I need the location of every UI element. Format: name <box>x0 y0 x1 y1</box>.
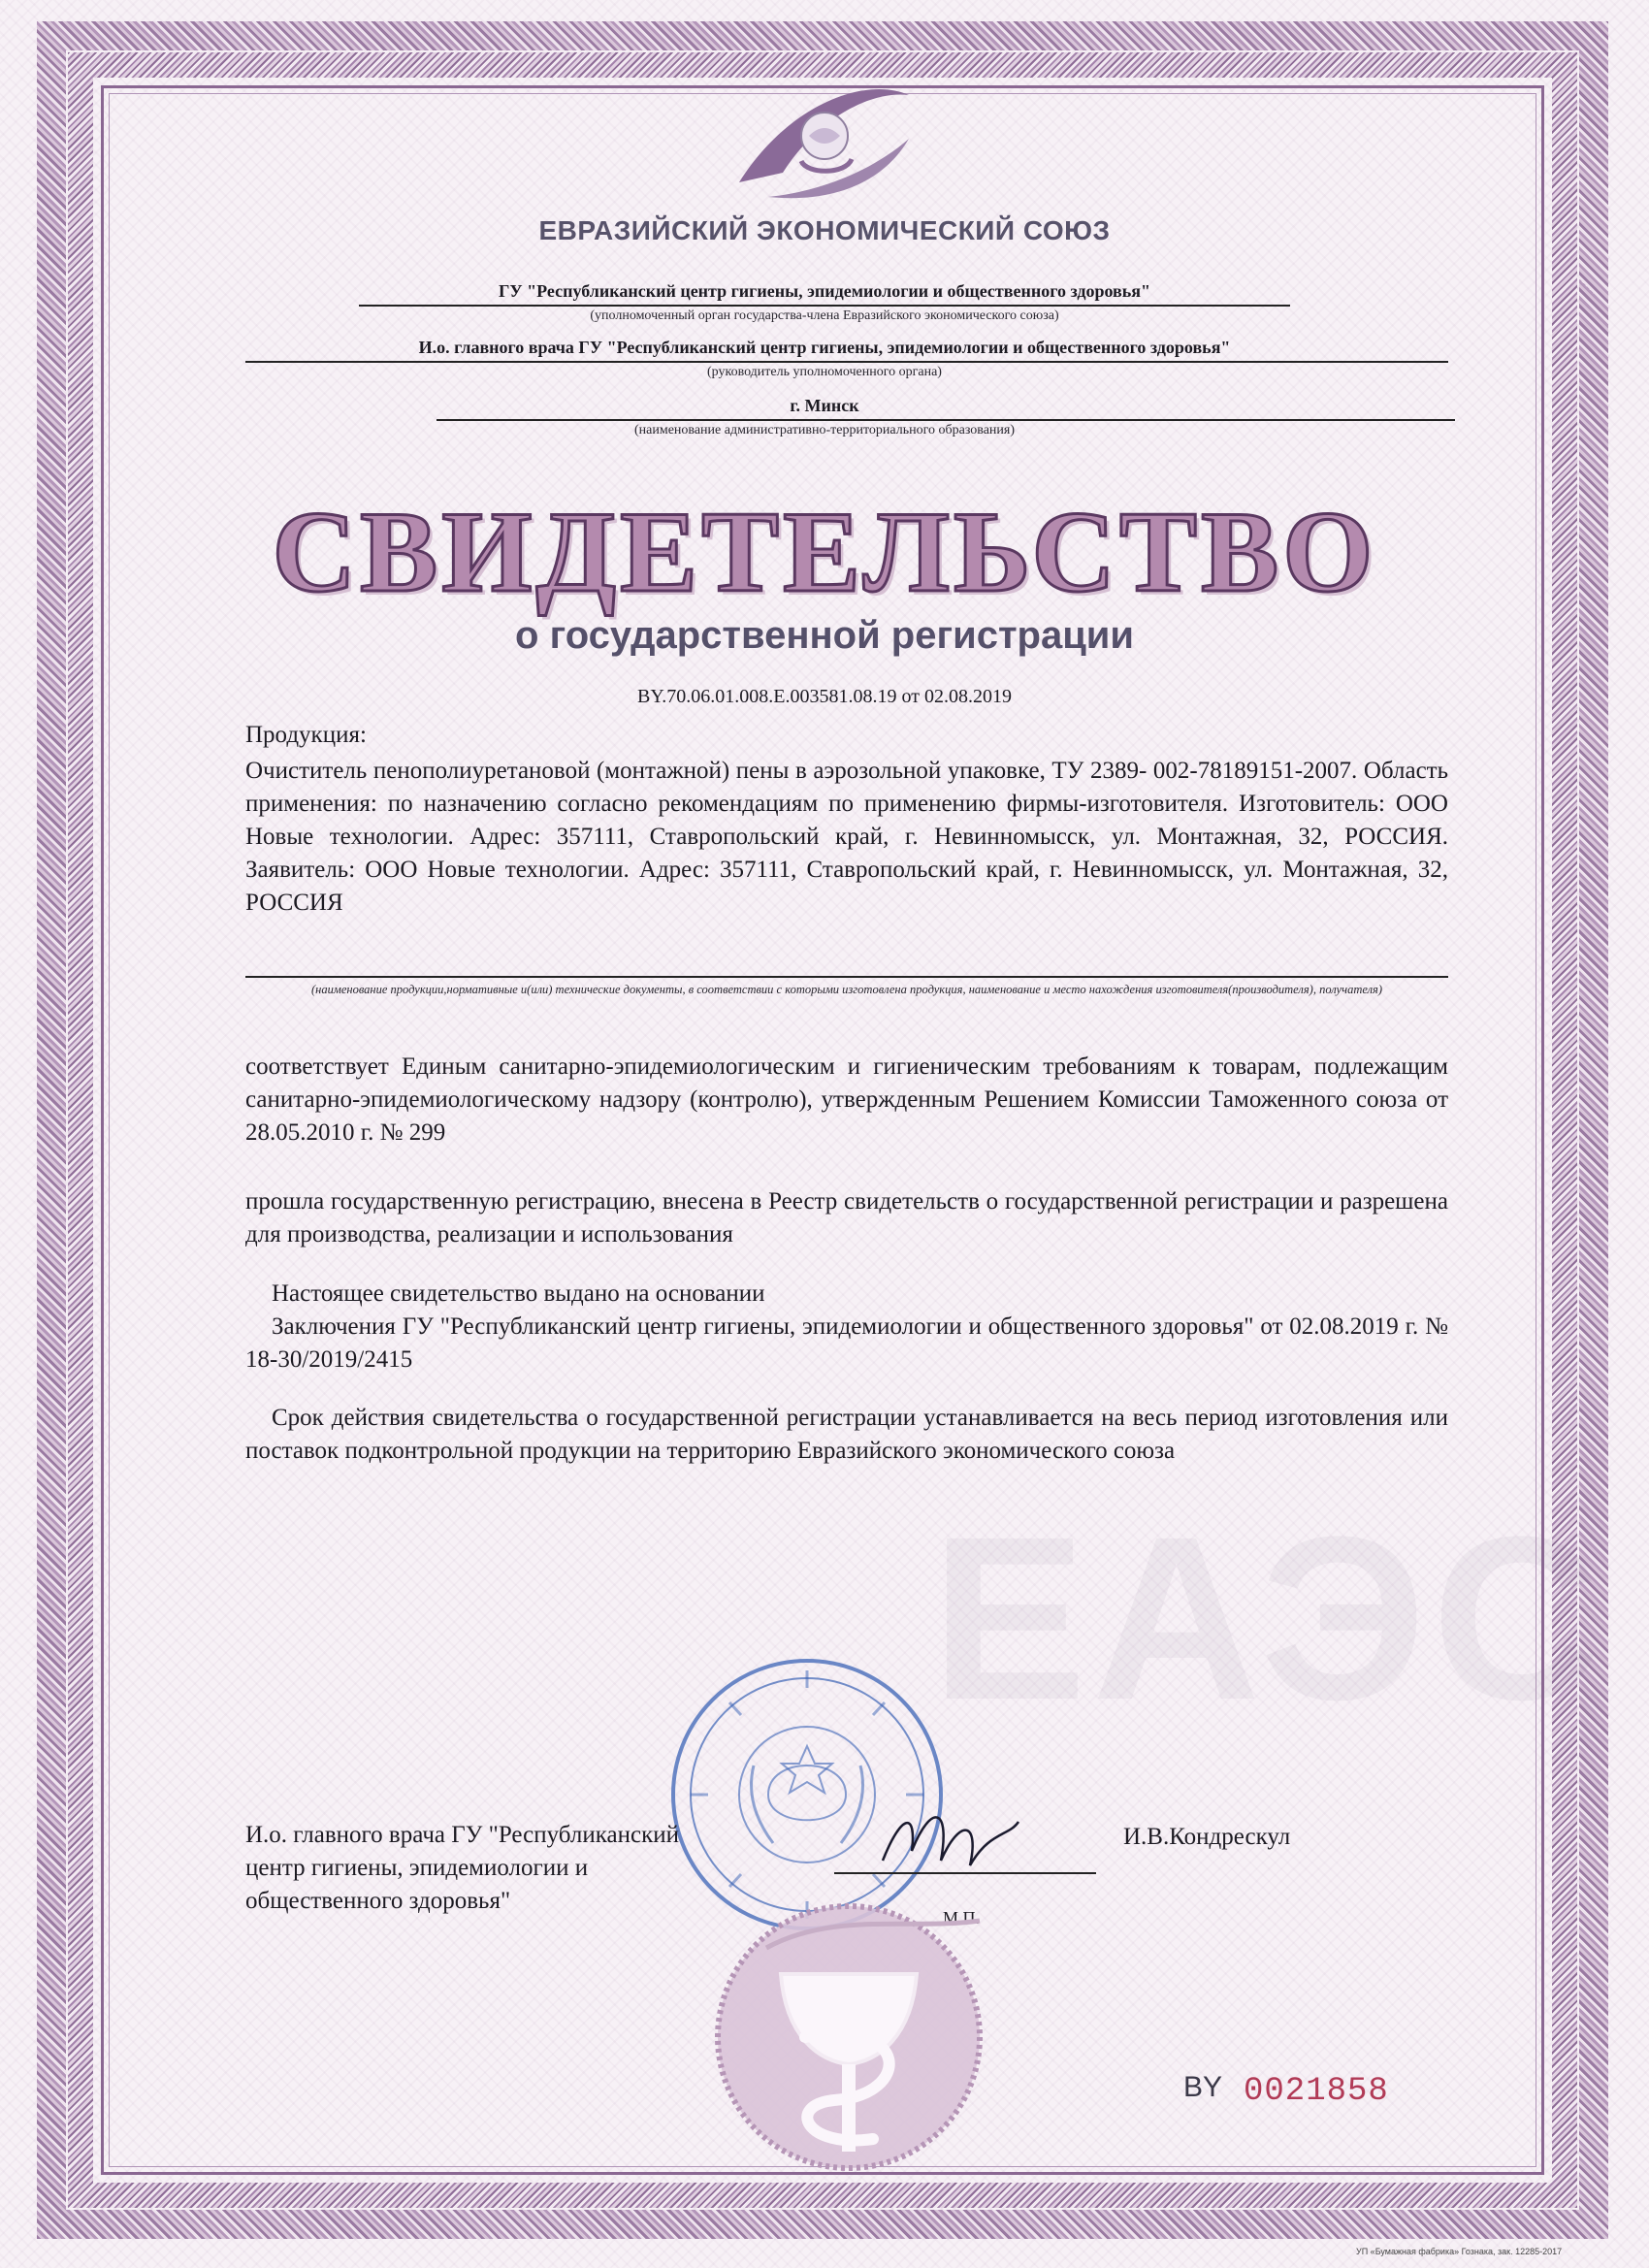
eaeu-watermark: ЕАЭС <box>931 1488 1606 1748</box>
document-title: СВИДЕТЕЛЬСТВО <box>272 487 1377 616</box>
signatory-position-line: общественного здоровья" <box>245 1888 511 1914</box>
printer-mark: УП «Бумажная фабрика» Гознака, зак. 12285-2017 <box>1356 2247 1563 2256</box>
medical-emblem-icon <box>689 1892 1009 2173</box>
conformity-text: соответствует Единым санитарно-эпидемиологическим и гигиеническим требованиям к товарам, подлежащим санитарно-эпидемиологическому надзору (контролю), утвержденным Решением Комиссии Таможенного союза от 28.05.2010 г. № 299 <box>245 1053 1448 1146</box>
serial-number: 0021858 <box>1244 2073 1389 2110</box>
union-name: ЕВРАЗИЙСКИЙ ЭКОНОМИЧЕСКИЙ СОЮЗ <box>538 215 1111 245</box>
signatory-position <box>245 1819 679 1918</box>
serial-series: BY <box>1183 2071 1223 2103</box>
registration-statement: прошла государственную регистрацию, внесена в Реестр свидетельств о государственной регистрации и разрешена для производства, реализации и использования <box>245 1188 1448 1247</box>
stamp-place-label: М.П. <box>943 1908 981 1928</box>
signer-name: И.В.Кондрескул <box>1123 1824 1291 1850</box>
signature-icon <box>873 1793 1028 1880</box>
signatory-position-line: центр гигиены, эпидемиологии и <box>245 1855 589 1881</box>
product-underline <box>245 976 1448 978</box>
authority-underline <box>359 305 1290 307</box>
validity-text: Срок действия свидетельства о государственной регистрации устанавливается на весь период изготовления или поставок подконтрольной продукции на территорию Евразийского экономического союза <box>245 1405 1448 1464</box>
basis-conclusion: Заключения ГУ "Республиканский центр гигиены, эпидемиологии и общественного здоровья" от 02.08.2019 г. № 18-30/2019/2415 <box>245 1313 1448 1373</box>
city-caption: (наименование административно-территориального образования) <box>633 423 1016 437</box>
signatory-position-line: И.о. главного врача ГУ "Республиканский <box>245 1822 679 1848</box>
head-caption: (руководитель уполномоченного органа) <box>707 365 942 379</box>
registration-number: BY.70.06.01.008.Е.003581.08.19 от 02.08.2019 <box>637 686 1012 707</box>
product-caption: (наименование продукции,нормативные и(или) технические документы, в соответствии с которыми изготовлена продукция, наименование и место нахождения изготовителя(производителя), получателя) <box>310 983 1383 996</box>
product-description: Очиститель пенополиуретановой (монтажной) пены в аэрозольной упаковке, ТУ 2389- 002-78189151-2007. Область применения: по назначению согласно рекомендациям по применению фирмы-изготовителя. Изготовитель: ООО Новые технологии. Адрес: 357111, Ставропольский край, г. Невинномысск, ул. Монтажная, 32, РОССИЯ. Заявитель: ООО Новые технологии. Адрес: 357111, Ставропольский край, г. Невинномысск, ул. Монтажная, 32, РОССИЯ <box>245 758 1448 916</box>
signature-line <box>834 1872 1096 1874</box>
document-subtitle: о государственной регистрации <box>515 614 1134 657</box>
basis-line: Настоящее свидетельство выдано на основании <box>272 1280 765 1307</box>
product-label: Продукция: <box>245 722 367 748</box>
city-underline <box>436 419 1455 421</box>
authority-caption: (уполномоченный орган государства-члена Евразийского экономического союза) <box>590 308 1059 323</box>
authority-name: ГУ "Республиканский центр гигиены, эпидемиологии и общественного здоровья" <box>498 281 1150 301</box>
head-underline <box>245 361 1448 363</box>
eaeu-logo-icon <box>700 66 943 211</box>
city-name: г. Минск <box>790 396 859 415</box>
head-name: И.о. главного врача ГУ "Республиканский центр гигиены, эпидемиологии и общественного здоровья" <box>418 338 1231 357</box>
